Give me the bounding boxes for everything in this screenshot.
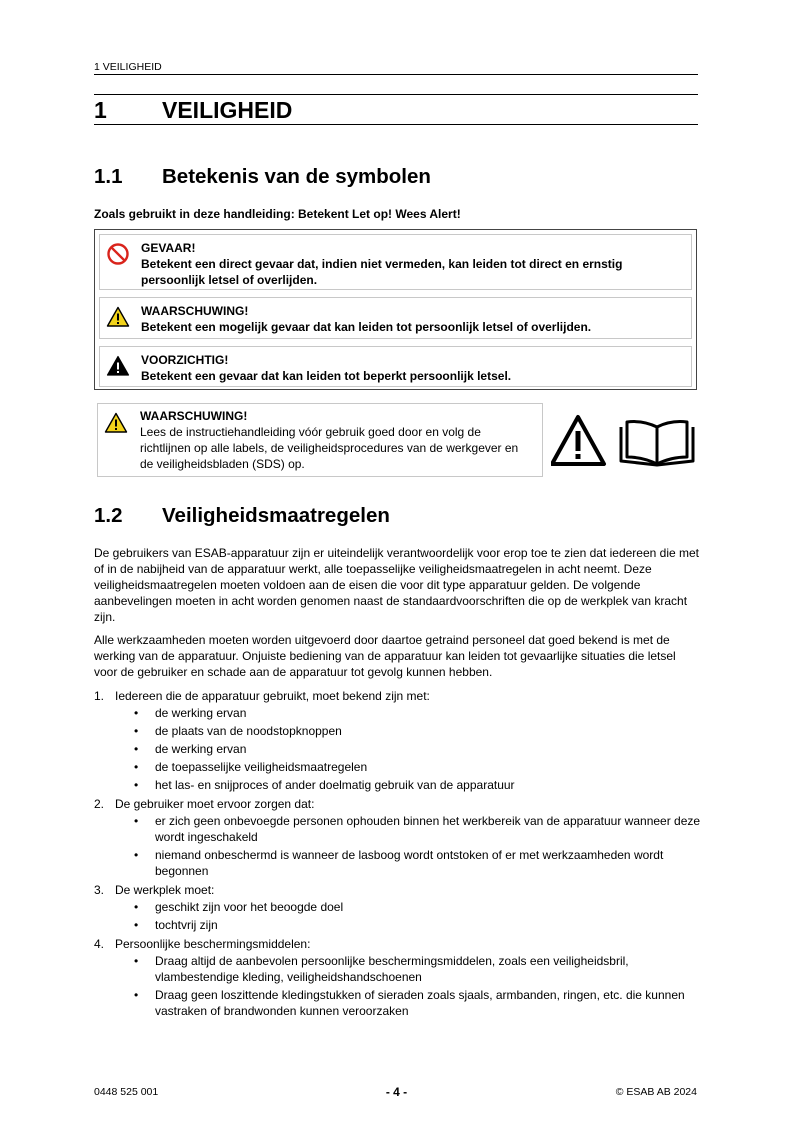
numbered-list xyxy=(94,688,712,1022)
bullet: • xyxy=(134,848,139,862)
symbol-row-danger xyxy=(99,234,692,290)
warning-triangle-icon xyxy=(552,417,604,464)
bullet: • xyxy=(134,760,139,774)
section-heading-1-1 xyxy=(94,165,431,189)
list-item xyxy=(94,936,712,1019)
warning-triangle-yellow-icon xyxy=(106,305,130,329)
list-number: 4. xyxy=(94,937,105,951)
symbol-description: Betekent een mogelijk gevaar dat kan leiden tot persoonlijk letsel of overlijden. xyxy=(141,320,592,334)
list-item xyxy=(94,796,712,879)
symbols-intro: Zoals gebruikt in deze handleiding: Betekent Let op! Wees Alert! xyxy=(94,207,461,221)
bullet-item: • het las- en snijproces of ander doelmatig gebruik van de apparatuur xyxy=(134,778,515,792)
warning-title: WAARSCHUWING! xyxy=(140,409,248,423)
list-item-text: De gebruiker moet ervoor zorgen dat: xyxy=(115,797,315,811)
bullet-item: • geschikt zijn voor het beoogde doel xyxy=(134,900,344,914)
list-item xyxy=(94,882,712,933)
section-title: Betekenis van de symbolen xyxy=(162,165,431,188)
list-item-text: Iedereen die de apparatuur gebruikt, moet bekend zijn met: xyxy=(115,689,430,703)
bullet-item: • de toepasselijke veiligheidsmaatregelen xyxy=(134,760,368,774)
bullet-item: • er zich geen onbevoegde personen ophouden binnen het werkbereik van de apparatuur wanneer deze wordt ingeschakeld xyxy=(134,814,701,844)
warning-box xyxy=(97,403,543,477)
bullet: • xyxy=(134,778,139,792)
bullet-item: • de werking ervan xyxy=(134,706,247,720)
chapter-title: VEILIGHEID xyxy=(162,97,293,123)
symbol-row-warning xyxy=(99,297,692,339)
section-title: Veiligheidsmaatregelen xyxy=(162,504,390,527)
symbol-description: Betekent een gevaar dat kan leiden tot beperkt persoonlijk letsel. xyxy=(141,369,512,383)
paragraph: Alle werkzaamheden moeten worden uitgevoerd door daartoe getraind personeel dat goed bekend is met de werking van de apparatuur. Onjuiste bediening van de apparatuur kan leiden tot gevaarlijke situaties die letsel voor de gebruiker en schade aan de apparatuur tot gevolg kunnen hebben. xyxy=(94,633,676,679)
list-number: 3. xyxy=(94,883,105,897)
list-item xyxy=(94,688,712,793)
bullet: • xyxy=(134,900,139,914)
bullet: • xyxy=(134,706,139,720)
doc-number: 0448 525 001 xyxy=(94,1086,159,1098)
warning-triangle-yellow-icon xyxy=(104,411,128,435)
bullet: • xyxy=(134,954,139,968)
page-number: - 4 - xyxy=(385,1085,408,1099)
bullet: • xyxy=(134,742,139,756)
bullet: • xyxy=(134,988,139,1002)
symbol-title: GEVAAR! xyxy=(141,241,196,255)
list-number: 1. xyxy=(94,689,105,703)
bullet-item: • tochtvrij zijn xyxy=(134,918,218,932)
paragraph: De gebruikers van ESAB-apparatuur zijn er uiteindelijk verantwoordelijk voor erop toe te zien dat iedereen die met of in de nabijheid van de apparatuur werkt, alle toepasselijke veiligheidsmaatregelen in acht neemt. Deze veiligheidsmaatregelen moeten voldoen aan de eisen die voor dit type apparatuur gelden. De volgende aanbevelingen moeten in acht worden genomen naast de standaardvoorschriften die op de werkplek van kracht zijn. xyxy=(94,546,699,624)
running-header: 1 VEILIGHEID xyxy=(94,61,698,75)
bullet-item: • Draag altijd de aanbevolen persoonlijke beschermingsmiddelen, zoals een veiligheidsbril, vlambestendige kleding, veiligheidshandschoenen xyxy=(134,954,629,984)
bullet-item: • niemand onbeschermd is wanneer de lasboog wordt ontstoken of er met werkzaamheden wordt begonnen xyxy=(134,848,664,878)
section-number: 1.1 xyxy=(94,165,123,188)
bullet-item: • Draag geen loszittende kledingstukken of sieraden zoals sjaals, armbanden, ringen, etc. die kunnen vastraken of brandwonden kunnen veroorzaken xyxy=(134,988,685,1018)
section-heading-1-2 xyxy=(94,504,390,528)
chapter-number: 1 xyxy=(94,97,107,123)
list-number: 2. xyxy=(94,797,105,811)
read-manual-book-icon xyxy=(621,422,693,465)
symbol-title: WAARSCHUWING! xyxy=(141,304,249,318)
bullet: • xyxy=(134,918,139,932)
rule xyxy=(94,94,698,95)
chapter-heading xyxy=(94,96,698,125)
list-item-text: Persoonlijke beschermingsmiddelen: xyxy=(115,937,311,951)
prohibition-icon xyxy=(106,242,130,266)
section-number: 1.2 xyxy=(94,504,123,527)
symbol-row-caution xyxy=(99,346,692,387)
bullet: • xyxy=(134,814,139,828)
list-item-text: De werkplek moet: xyxy=(115,883,215,897)
warning-triangle-black-icon xyxy=(106,354,130,378)
copyright: © ESAB AB 2024 xyxy=(615,1086,697,1098)
safety-pictograms xyxy=(551,413,697,469)
bullet: • xyxy=(134,724,139,738)
symbol-description: Betekent een direct gevaar dat, indien niet vermeden, kan leiden tot direct en ernstig persoonlijk letsel of overlijden. xyxy=(141,257,623,287)
bullet-item: • de werking ervan xyxy=(134,742,247,756)
symbols-table xyxy=(94,229,697,390)
symbol-title: VOORZICHTIG! xyxy=(141,353,229,367)
warning-text: Lees de instructiehandleiding vóór gebruik goed door en volg de richtlijnen op alle labels, de veiligheidsprocedures van de werkgever en de veiligheidsbladen (SDS) op. xyxy=(140,425,519,471)
bullet-item: • de plaats van de noodstopknoppen xyxy=(134,724,342,738)
